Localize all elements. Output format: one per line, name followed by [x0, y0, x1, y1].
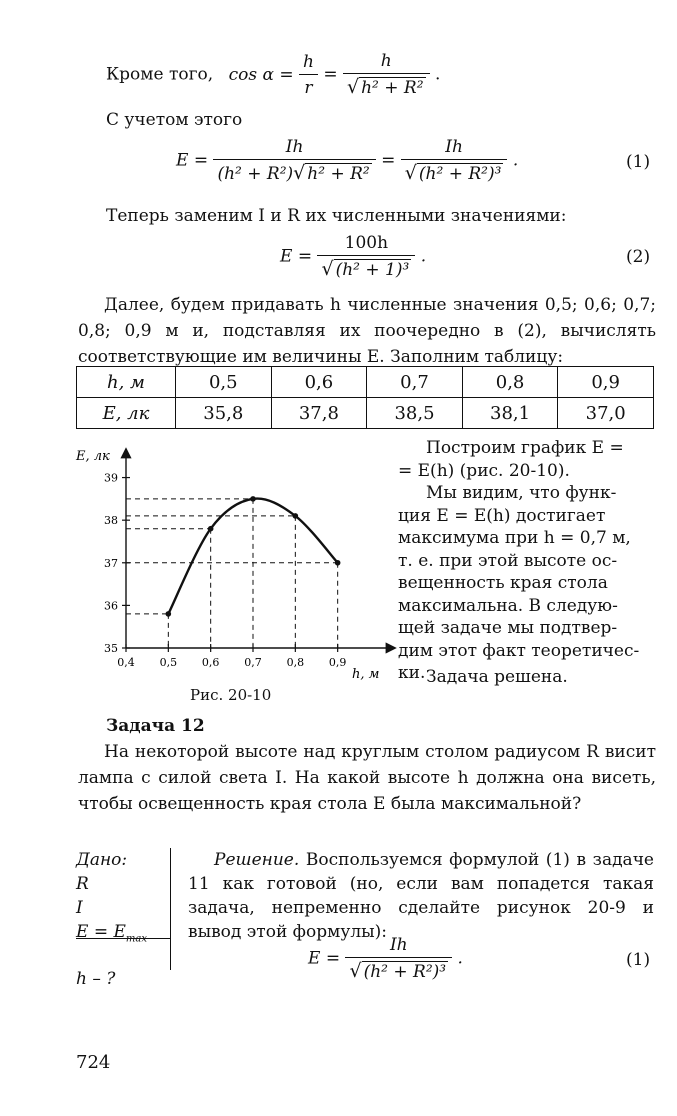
- y-tick-label: 36: [104, 599, 118, 613]
- table-row: [77, 367, 654, 398]
- solved-text: Задача решена.: [426, 667, 568, 687]
- cos-formula: Кроме того, cos α = $\frac{h}{r}$ = $\frac{h}{\text{√ h² + R²}}$ .: [106, 51, 441, 98]
- data-point: [166, 611, 172, 617]
- x-tick-label: 0,8: [286, 656, 305, 669]
- given-item: I: [76, 898, 83, 918]
- x-tick-label: 0,7: [244, 656, 262, 669]
- equation-3: E = $\frac{Ih}{\text{√ (h² + R²)³}}$ .: [308, 935, 463, 982]
- table-cell: 0,9: [558, 367, 654, 398]
- graph-text: [398, 437, 654, 685]
- eq2-number: (2): [626, 247, 651, 267]
- graph-text-line: ки.: [398, 663, 426, 683]
- data-point: [208, 526, 214, 532]
- chart-e-of-h: [70, 440, 400, 710]
- table-row: [77, 398, 654, 429]
- table-cell: 35,8: [176, 398, 272, 429]
- data-point: [293, 513, 299, 519]
- graph-text-line: = E(h) (рис. 20-10).: [398, 460, 570, 481]
- task-text: На некоторой высоте над круглым столом радиусом R висит лампа с силой света I. На какой высоте h должна она висеть, чтобы освещенность края стола E была максимальной?: [78, 742, 656, 814]
- graph-text-line: щей задаче мы подтвер-: [398, 618, 618, 638]
- table-cell: 37,0: [558, 398, 654, 429]
- graph-text-line: максимума при h = 0,7 м,: [398, 528, 631, 548]
- table-cell: 0,5: [176, 367, 272, 398]
- eq3-fraction: $\frac{Ih}{\text{√ (h² + R²)³}}$: [345, 934, 452, 984]
- x-tick-label: 0,9: [328, 656, 347, 669]
- page-number: 724: [76, 1052, 111, 1073]
- table-cell-head: E, лк: [77, 398, 176, 429]
- eq1-fraction-a: $\frac{Ih}{\text{(h² + R²)√ h² + R²}}$: [213, 136, 375, 186]
- data-table: [76, 366, 654, 429]
- table-cell: 0,7: [367, 367, 463, 398]
- task-title: Задача 12: [106, 716, 205, 736]
- graph-text-line: Построим график E =: [426, 438, 624, 458]
- table-cell: 38,1: [462, 398, 558, 429]
- table-cell: 38,5: [367, 398, 463, 429]
- data-point: [335, 560, 341, 566]
- graph-text-line: вещенность края стола: [398, 573, 608, 593]
- given-item: R: [76, 874, 89, 894]
- table-cell-head: h, м: [77, 367, 176, 398]
- data-point: [250, 496, 256, 502]
- graph-text-line: дим этот факт теоретичес-: [398, 640, 640, 661]
- given-divider: [76, 938, 170, 939]
- graph-text-line: ция E = E(h) достигает: [398, 505, 606, 526]
- equation-2: E = $\frac{100h}{\text{√ (h² + 1)³}}$ .: [280, 233, 427, 280]
- given-item: $E = E_{max}$: [76, 922, 147, 945]
- y-tick-label: 35: [104, 642, 118, 655]
- given-find: h – ?: [76, 969, 116, 990]
- x-axis-label: h, м: [352, 667, 380, 682]
- chart-caption: Рис. 20-10: [190, 686, 272, 704]
- given-vertical-divider: [170, 848, 171, 970]
- eq3-number: (1): [626, 950, 651, 970]
- cos-lhs: cos α =: [228, 64, 294, 85]
- y-tick-label: 38: [104, 514, 118, 528]
- graph-text-line: максимальна. В следую-: [398, 595, 618, 616]
- cos-fraction-2: $\frac{h}{\text{√ h² + R²}}$: [343, 50, 430, 100]
- given-title: Дано:: [76, 850, 128, 870]
- y-axis-label: E, лк: [76, 449, 110, 464]
- table-cell: 0,8: [462, 367, 558, 398]
- graph-text-line: т. е. при этой высоте ос-: [398, 550, 618, 571]
- table-cell: 37,8: [271, 398, 367, 429]
- equation-1: E = $\frac{Ih}{\text{(h² + R²)√ h² + R²}}$ = $\frac{Ih}{\text{√ (h² + R²)³}}$ .: [176, 137, 519, 184]
- replace-text: Теперь заменим I и R их численными значениями:: [106, 206, 567, 226]
- x-tick-label: 0,5: [159, 656, 178, 669]
- x-tick-label: 0,4: [117, 656, 135, 669]
- eq1-number: (1): [626, 152, 651, 172]
- eq2-fraction: $\frac{100h}{\text{√ (h² + 1)³}}$: [317, 232, 415, 282]
- table-cell: 0,6: [271, 367, 367, 398]
- solution-paragraph: Решение. Воспользуемся формулой (1) в задаче 11 как готовой (но, если вам попадется такая задача, непременно сделайте рисунок 20-9 и вывод этой формулы):: [188, 850, 654, 942]
- further-paragraph: Далее, будем придавать h численные значения 0,5; 0,6; 0,7; 0,8; 0,9 м и, подставляя их поочередно в (2), вычислять соответствующие им величины E. Заполним таблицу:: [78, 295, 656, 367]
- graph-text-line: Мы видим, что функ-: [426, 483, 617, 503]
- given-block: [76, 848, 171, 991]
- cos-intro: Кроме того,: [106, 64, 214, 85]
- x-tick-label: 0,6: [201, 656, 220, 669]
- y-tick-label: 37: [104, 556, 118, 570]
- eq1-fraction-b: $\frac{Ih}{\text{√ (h² + R²)³}}$: [401, 136, 508, 186]
- y-tick-label: 39: [104, 471, 118, 485]
- solution-label: Решение.: [214, 850, 300, 870]
- considering-text: С учетом этого: [106, 110, 243, 130]
- cos-fraction-1: $\frac{h}{r}$: [299, 51, 318, 100]
